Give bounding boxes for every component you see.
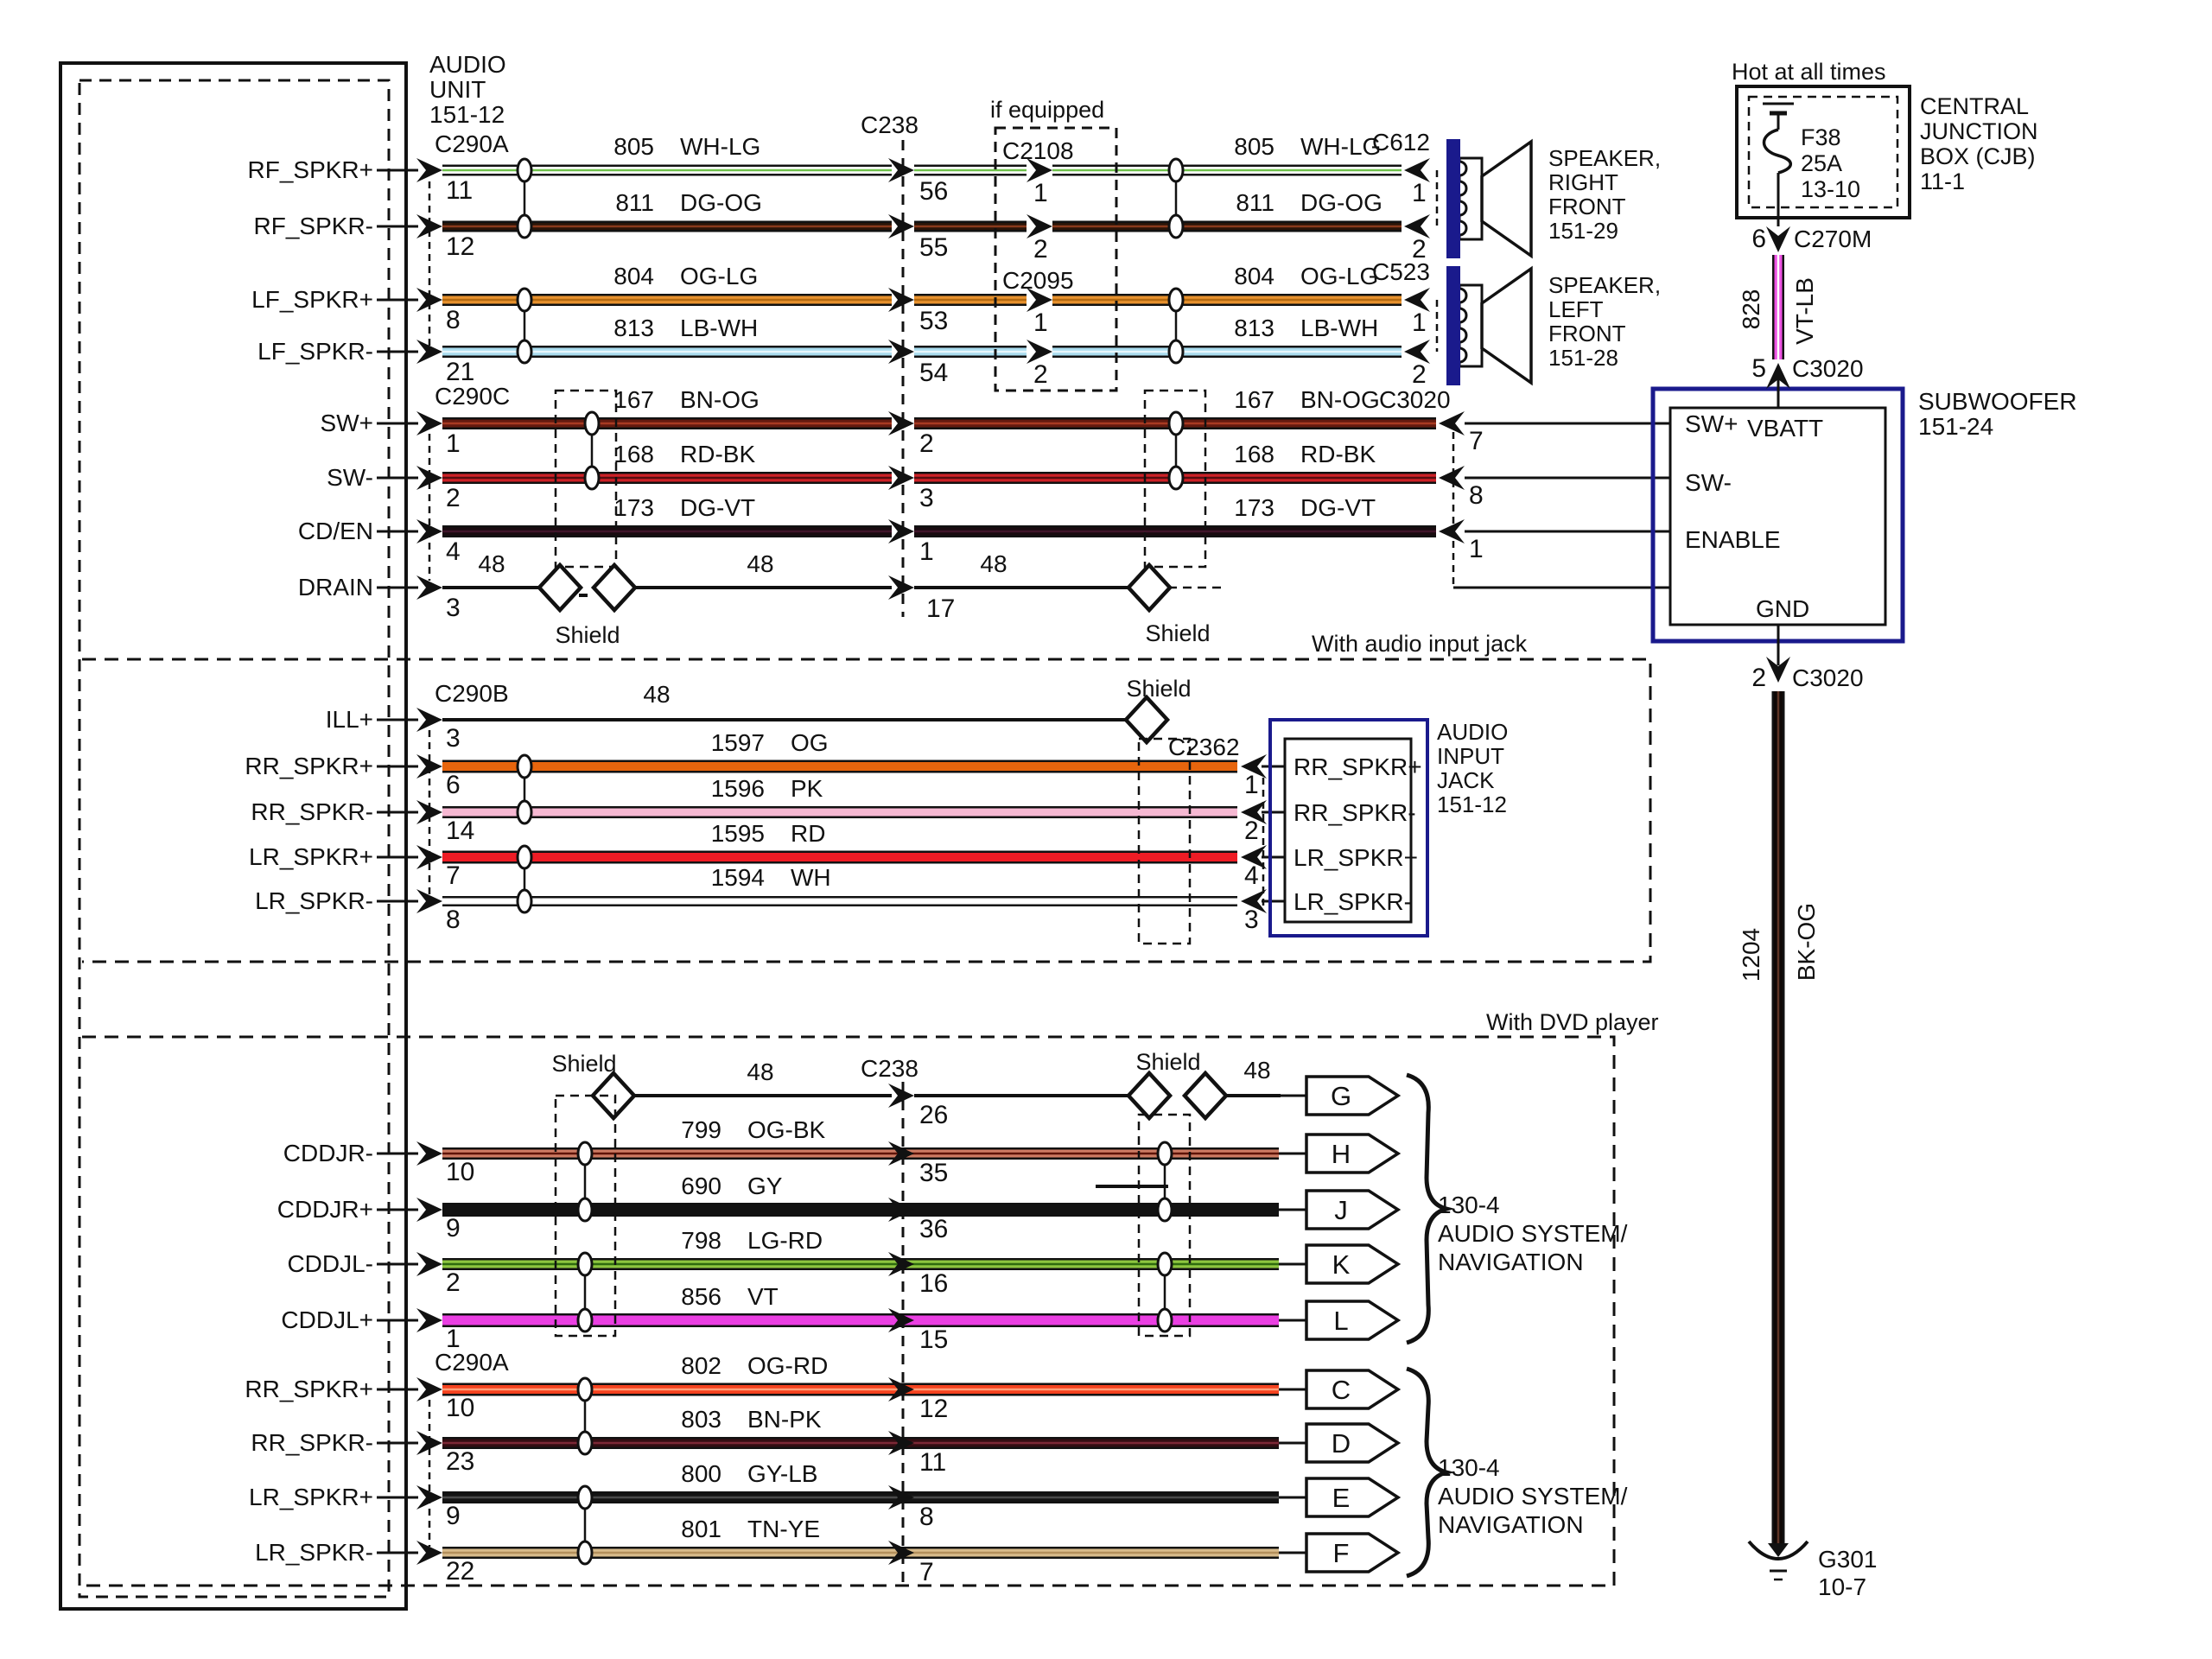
row-label: ILL+ — [325, 706, 373, 733]
c270m-label: C270M — [1794, 226, 1872, 252]
inline-connector-icon — [578, 1541, 592, 1564]
shield-label: Shield — [1135, 1049, 1201, 1075]
subwoofer-gnd: GND — [1756, 595, 1810, 622]
row-label: LF_SPKR+ — [251, 286, 373, 313]
pennant-letter: H — [1331, 1139, 1351, 1169]
row-label: CDDJL- — [287, 1250, 373, 1277]
inline-connector-icon — [578, 1432, 592, 1454]
c238-label: C238 — [861, 111, 918, 138]
c2362-pin: 1 — [1244, 771, 1259, 799]
wire-48-label: 48 — [643, 681, 671, 708]
inline-connector-icon — [518, 890, 531, 912]
row-label: LR_SPKR- — [255, 887, 373, 914]
inline-connector-icon — [578, 1198, 592, 1221]
c2362-pin: 2 — [1244, 817, 1259, 845]
row-label: LF_SPKR- — [257, 338, 373, 365]
row-label: DRAIN — [297, 574, 373, 601]
inline-connector-icon — [585, 467, 599, 489]
jack-row-label: RR_SPKR+ — [1294, 753, 1422, 780]
left-pin: 12 — [446, 232, 475, 261]
left-pin: 22 — [446, 1557, 475, 1586]
color-code-seg2: WH-LG — [1300, 133, 1382, 160]
pennant-letter: F — [1332, 1538, 1350, 1568]
c3020-pin: 8 — [1469, 481, 1484, 510]
circuit-number-seg2: 811 — [1236, 189, 1274, 216]
if-equipped-label: if equipped — [990, 97, 1105, 123]
left-pin: 9 — [446, 1502, 461, 1530]
row-label: CD/EN — [297, 518, 373, 544]
subwoofer-title: 151-24 — [1918, 413, 1994, 440]
row-label: LR_SPKR- — [255, 1539, 373, 1566]
row-label: RR_SPKR- — [251, 1429, 373, 1456]
wire-1204-number: 1204 — [1738, 927, 1764, 982]
c290a-label-2: C290A — [435, 1349, 509, 1376]
c238-pin: 53 — [919, 307, 949, 335]
circuit-number: 168 — [613, 441, 654, 467]
fuse-label: 13-10 — [1801, 176, 1861, 202]
color-code-seg2: DG-VT — [1300, 494, 1376, 521]
fuse-label: F38 — [1801, 124, 1841, 150]
color-code-seg2: OG-LG — [1300, 263, 1379, 289]
audio-unit-title: UNIT — [429, 76, 486, 103]
audio-jack-title: JACK — [1437, 767, 1495, 793]
c2362-pin: 3 — [1244, 906, 1259, 934]
fuse-label: 25A — [1801, 150, 1843, 176]
nav-system-label: AUDIO SYSTEM/ — [1438, 1220, 1628, 1247]
c238-pin: 2 — [919, 429, 934, 458]
c238-pin: 36 — [919, 1215, 949, 1243]
circuit-number: 799 — [681, 1116, 721, 1143]
wire-48-label: 48 — [747, 550, 774, 577]
inline-connector-icon — [1169, 289, 1183, 311]
shield-label: Shield — [555, 622, 620, 648]
shield-label: Shield — [1126, 676, 1192, 702]
inline-connector-icon — [518, 215, 531, 238]
left-pin: 1 — [446, 1325, 461, 1353]
jack-row-label: LR_SPKR- — [1294, 888, 1412, 915]
equip-pin: 2 — [1033, 360, 1048, 389]
color-code: DG-OG — [680, 189, 762, 216]
color-code: PK — [791, 775, 823, 802]
color-code-seg2: DG-OG — [1300, 189, 1382, 216]
row-label: SW+ — [320, 410, 373, 436]
c238-pin: 3 — [919, 484, 934, 512]
c2095-label: C2095 — [1002, 267, 1074, 294]
left-pin: 2 — [446, 484, 461, 512]
left-pin: 4 — [446, 537, 461, 566]
circuit-number: 167 — [613, 386, 654, 413]
row-label: CDDJL+ — [281, 1306, 373, 1333]
pennant-letter: D — [1331, 1428, 1351, 1459]
audio-unit-title: 151-12 — [429, 101, 505, 128]
audio-jack-title: AUDIO — [1437, 719, 1509, 745]
inline-connector-icon — [518, 801, 531, 823]
circuit-number: 805 — [613, 133, 654, 160]
circuit-number: 690 — [681, 1173, 721, 1199]
nav-system-label: 130-4 — [1438, 1192, 1500, 1218]
wire-828-number: 828 — [1738, 289, 1764, 330]
speaker-pin: 1 — [1412, 179, 1427, 207]
speaker-pin: 2 — [1412, 235, 1427, 264]
c238-pin: 8 — [919, 1503, 934, 1531]
color-code: WH-LG — [680, 133, 761, 160]
color-code: RD-BK — [680, 441, 756, 467]
left-pin: 6 — [446, 771, 461, 799]
c3020-pin: 1 — [1469, 535, 1484, 563]
c290a-label: C290A — [435, 130, 509, 157]
c238-pin: 56 — [919, 177, 949, 206]
c290b-label: C290B — [435, 680, 509, 707]
subwoofer-vbatt: VBATT — [1747, 415, 1824, 442]
color-code: OG-RD — [747, 1352, 829, 1379]
audio-jack-title: 151-12 — [1437, 791, 1507, 817]
color-code: GY-LB — [747, 1460, 818, 1487]
color-code: RD — [791, 820, 826, 847]
circuit-number: 802 — [681, 1352, 721, 1379]
circuit-number-seg2: 168 — [1234, 441, 1274, 467]
g301-label: 10-7 — [1818, 1573, 1867, 1600]
row-label: CDDJR- — [283, 1140, 373, 1166]
subwoofer-enable: ENABLE — [1685, 526, 1781, 553]
wire-1204-color: BK-OG — [1793, 902, 1820, 982]
c2362-label: C2362 — [1168, 734, 1240, 760]
c238-pin: 26 — [919, 1101, 949, 1129]
speaker-terminal-bar — [1447, 267, 1459, 385]
inline-connector-icon — [578, 1309, 592, 1332]
circuit-number: 856 — [681, 1283, 721, 1310]
inline-connector-icon — [518, 289, 531, 311]
left-pin: 23 — [446, 1447, 475, 1476]
inline-connector-icon — [518, 159, 531, 181]
inline-connector-icon — [1169, 412, 1183, 435]
pennant-letter: G — [1330, 1081, 1352, 1111]
left-pin: 8 — [446, 306, 461, 334]
c3020-pin: 7 — [1469, 427, 1484, 455]
left-pin: 3 — [446, 594, 461, 622]
color-code: WH — [791, 864, 831, 891]
audio-jack-title: INPUT — [1437, 743, 1504, 769]
row-label: RF_SPKR- — [253, 213, 373, 239]
equip-pin: 1 — [1033, 179, 1048, 207]
pin-2: 2 — [1751, 664, 1766, 692]
pin-5: 5 — [1751, 354, 1766, 383]
row-label: CDDJR+ — [276, 1196, 373, 1223]
c238-pin: 1 — [919, 537, 934, 566]
pin-6: 6 — [1751, 225, 1766, 253]
c238-pin: 11 — [919, 1448, 947, 1477]
cjb-title: 11-1 — [1920, 168, 1966, 194]
inline-connector-icon — [518, 755, 531, 778]
circuit-number: 798 — [681, 1227, 721, 1254]
dvd-section-label: With DVD player — [1486, 1009, 1659, 1035]
audio-unit-title: AUDIO — [429, 51, 506, 78]
inline-connector-icon — [1158, 1253, 1172, 1275]
inline-connector-icon — [1169, 467, 1183, 489]
g301-label: G301 — [1818, 1546, 1878, 1573]
circuit-number: 811 — [615, 189, 654, 216]
speaker-lf-label: SPEAKER, — [1548, 272, 1662, 298]
cjb-title: BOX (CJB) — [1920, 143, 2036, 169]
color-code-seg2: LB-WH — [1300, 315, 1379, 341]
pennant-letter: J — [1334, 1195, 1348, 1225]
left-pin: 1 — [446, 429, 461, 458]
equip-pin: 1 — [1033, 308, 1048, 337]
speaker-lf-label: 151-28 — [1548, 345, 1618, 371]
c3020-label: C3020 — [1792, 355, 1864, 382]
speaker-rf-label: 151-29 — [1548, 218, 1618, 244]
pennant-letter: L — [1333, 1306, 1349, 1336]
color-code: TN-YE — [747, 1516, 820, 1542]
shield-label: Shield — [1145, 620, 1211, 646]
color-code: GY — [747, 1173, 783, 1199]
c3020-label: C3020 — [1379, 386, 1451, 413]
inline-connector-icon — [585, 412, 599, 435]
c3020-label: C3020 — [1792, 664, 1864, 691]
speaker-pin: 2 — [1412, 360, 1427, 389]
color-code: LG-RD — [747, 1227, 823, 1254]
c238-pin: 35 — [919, 1159, 949, 1187]
c523-label: C523 — [1372, 258, 1430, 285]
color-code: DG-VT — [680, 494, 756, 521]
subwoofer-swplus: SW+ — [1685, 410, 1738, 437]
circuit-number-seg2: 813 — [1234, 315, 1274, 341]
shield-label: Shield — [551, 1051, 617, 1077]
circuit-number-seg2: 167 — [1234, 386, 1274, 413]
c238-label-dvd: C238 — [861, 1055, 918, 1082]
wire-48-label: 48 — [1243, 1057, 1271, 1084]
inline-connector-icon — [1169, 340, 1183, 363]
speaker-lf-label: FRONT — [1548, 321, 1626, 346]
inline-connector-icon — [578, 1378, 592, 1401]
color-code: LB-WH — [680, 315, 759, 341]
inline-connector-icon — [578, 1253, 592, 1275]
c238-pin: 7 — [919, 1558, 934, 1586]
circuit-number: 1597 — [710, 729, 765, 756]
inline-connector-icon — [1158, 1142, 1172, 1165]
speaker-terminal-bar — [1447, 140, 1459, 257]
speaker-rf-label: RIGHT — [1548, 169, 1618, 195]
c612-label: C612 — [1372, 129, 1430, 156]
color-code-seg2: RD-BK — [1300, 441, 1376, 467]
row-label: LR_SPKR+ — [249, 1484, 373, 1510]
color-code: OG-BK — [747, 1116, 826, 1143]
inline-connector-icon — [578, 1486, 592, 1509]
left-pin: 2 — [446, 1268, 461, 1297]
circuit-number: 800 — [681, 1460, 721, 1487]
c290c-label: C290C — [435, 383, 511, 410]
row-label: SW- — [327, 464, 373, 491]
subwoofer-title: SUBWOOFER — [1918, 388, 2077, 415]
circuit-number: 801 — [681, 1516, 721, 1542]
wire-48-label: 48 — [980, 550, 1007, 577]
left-pin: 9 — [446, 1214, 461, 1243]
row-label: RF_SPKR+ — [247, 156, 373, 183]
speaker-rf-label: FRONT — [1548, 194, 1626, 219]
speaker-rf-label: SPEAKER, — [1548, 145, 1662, 171]
left-pin: 11 — [446, 176, 474, 205]
circuit-number-seg2: 805 — [1234, 133, 1274, 160]
subwoofer-swminus: SW- — [1685, 469, 1732, 496]
c238-pin: 12 — [919, 1395, 949, 1423]
left-pin: 7 — [446, 861, 461, 890]
row-label: RR_SPKR+ — [245, 753, 373, 779]
row-label: RR_SPKR- — [251, 798, 373, 825]
c2108-label: C2108 — [1002, 137, 1074, 164]
left-pin: 10 — [446, 1158, 475, 1186]
circuit-number: 173 — [613, 494, 654, 521]
color-code: BN-PK — [747, 1406, 822, 1433]
left-pin: 14 — [446, 817, 475, 845]
c238-pin: 16 — [919, 1269, 949, 1298]
hot-at-all-times-label: Hot at all times — [1732, 59, 1886, 85]
pennant-letter: K — [1332, 1249, 1351, 1280]
color-code: OG-LG — [680, 263, 759, 289]
nav-system-label: NAVIGATION — [1438, 1511, 1584, 1538]
color-code: VT — [747, 1283, 779, 1310]
inline-connector-icon — [578, 1142, 592, 1165]
left-pin: 8 — [446, 906, 461, 934]
wire-48-label: 48 — [747, 1058, 774, 1085]
left-pin: 10 — [446, 1394, 475, 1422]
pennant-letter: E — [1332, 1483, 1351, 1513]
nav-system-label: AUDIO SYSTEM/ — [1438, 1483, 1628, 1510]
circuit-number: 1596 — [710, 775, 765, 802]
circuit-number: 1595 — [710, 820, 765, 847]
pennant-letter: C — [1331, 1375, 1351, 1405]
nav-system-label: NAVIGATION — [1438, 1249, 1584, 1275]
color-code: BN-OG — [680, 386, 760, 413]
c238-pin: 17 — [926, 594, 956, 623]
wire-48-label: 48 — [478, 550, 505, 577]
inline-connector-icon — [518, 340, 531, 363]
inline-connector-icon — [518, 846, 531, 868]
color-code-seg2: BN-OG — [1300, 386, 1380, 413]
circuit-number: 813 — [613, 315, 654, 341]
inline-connector-icon — [1169, 159, 1183, 181]
circuit-number-seg2: 804 — [1234, 263, 1274, 289]
left-pin: 21 — [446, 358, 475, 386]
inline-connector-icon — [1158, 1309, 1172, 1332]
c238-pin: 15 — [919, 1325, 949, 1354]
equip-pin: 2 — [1033, 235, 1048, 264]
row-label: LR_SPKR+ — [249, 843, 373, 870]
cjb-title: JUNCTION — [1920, 118, 2038, 144]
circuit-number: 804 — [613, 263, 654, 289]
jack-row-label: LR_SPKR+ — [1294, 844, 1418, 871]
left-pin: 3 — [446, 724, 461, 753]
nav-system-label: 130-4 — [1438, 1454, 1500, 1481]
circuit-number: 1594 — [710, 864, 765, 891]
circuit-number: 803 — [681, 1406, 721, 1433]
speaker-pin: 1 — [1412, 308, 1427, 337]
jack-row-label: RR_SPKR- — [1294, 799, 1416, 826]
inline-connector-icon — [1158, 1198, 1172, 1221]
audio-input-jack-section-label: With audio input jack — [1312, 631, 1528, 657]
speaker-lf-label: LEFT — [1548, 296, 1604, 322]
inline-connector-icon — [1169, 215, 1183, 238]
row-label: RR_SPKR+ — [245, 1376, 373, 1402]
color-code: OG — [791, 729, 829, 756]
c238-pin: 55 — [919, 233, 949, 262]
circuit-number-seg2: 173 — [1234, 494, 1274, 521]
c238-pin: 54 — [919, 359, 949, 387]
c2362-pin: 4 — [1244, 861, 1259, 890]
cjb-title: CENTRAL — [1920, 93, 2030, 119]
wire-828-color: VT-LB — [1791, 277, 1818, 345]
